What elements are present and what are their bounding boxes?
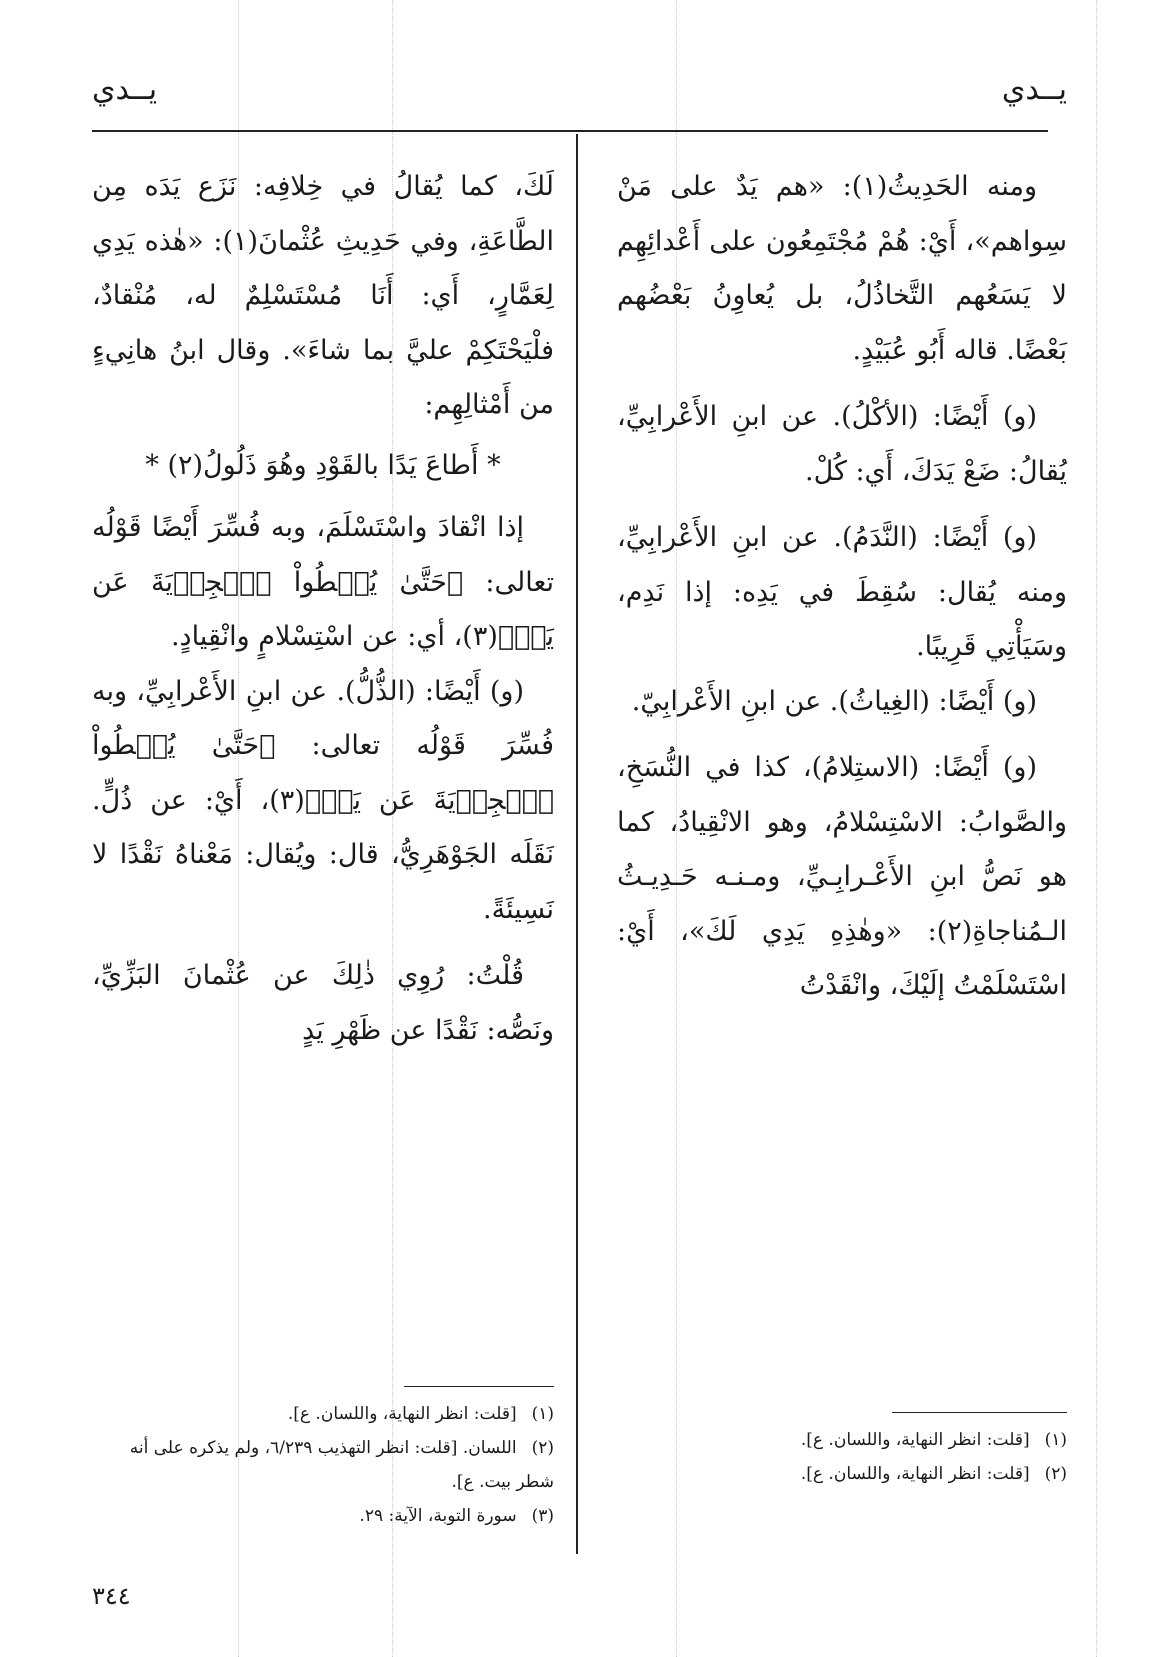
footnotes-left: [92, 1386, 554, 1533]
footnote-number: (٣): [531, 1506, 554, 1526]
footnote-text: [قلت: انظر النهاية، واللسان. ع].: [287, 1404, 517, 1424]
right-column: [617, 160, 1067, 1014]
footnote-text: اللسان. [قلت: انظر التهذيب ٦/٢٣٩، ولم يذكره على أنه شطر بيت. ع].: [129, 1438, 554, 1492]
footnote-number: (١): [1044, 1430, 1067, 1450]
running-head-right: يــدي: [1001, 72, 1067, 107]
paragraph: قُلْتُ: رُوِي ذٰلِكَ عن عُثْمانَ البَزِّيِّ، ونَصُّه: نَقْدًا عن ظَهْرِ يَدٍ: [92, 960, 554, 1046]
footnotes-right: [617, 1412, 1067, 1491]
paragraph: لَكَ، كما يُقالُ في خِلافِه: نَزَع يَدَه مِن الطَّاعَةِ، وفي حَدِيثِ عُثْمانَ(١): «هٰذه يَدِي لِعَمَّارٍ، أَي: أَنَا مُسْتَسْلِمٌ له، مُنْقادٌ، فلْيَحْتَكِمْ عليَّ بما شاءَ». وقال ابنُ هانِيءٍ من أَمْثالِهِم:: [92, 171, 554, 420]
paragraph: (و) أَيْضًا: (الذُّلُّ). عن ابنِ الأَعْرابِيِّ، وبه فُسِّرَ قَوْلُه تعالى: ﴿حَتَّىٰ يُعۡطُواْ ٱلۡجِزۡيَةَ عَن يَدٖ﴾(٣)، أَيْ: عن ذُلٍّ. نَقَلَه الجَوْهَرِيُّ، قال: ويُقال: مَعْناهُ نَقْدًا لا نَسِيئَةً.: [92, 675, 554, 925]
verse-line: * أَطاعَ يَدًا بالقَوْدِ وهُوَ ذَلُولُ(٢) *: [145, 449, 501, 481]
running-head-left: يــدي: [92, 72, 158, 107]
footnote: [92, 1431, 554, 1499]
footnote-rule: [892, 1412, 1067, 1413]
paragraph: (و) أَيْضًا: (الأكْلُ). عن ابنِ الأَعْرابِيِّ، يُقالُ: ضَعْ يَدَكَ، أَي: كُلْ.: [617, 401, 1067, 487]
scan-artifact-line: [1096, 0, 1097, 1657]
footnote: [92, 1397, 554, 1431]
footnote-text: [قلت: انظر النهاية، واللسان. ع].: [800, 1430, 1030, 1450]
paragraph: ومنه الحَدِيثُ(١): «هم يَدٌ على مَنْ سِواهم»، أَيْ: هُمْ مُجْتَمِعُون على أَعْدائِهِم لا يَسَعُهم التَّخاذُلُ، بل يُعاوِنُ بَعْضُهم بَعْضًا. قاله أَبُو عُبَيْدٍ.: [617, 171, 1067, 366]
footnote-number: (٢): [1044, 1464, 1067, 1484]
paragraph: (و) أَيْضًا: (الغِياثُ). عن ابنِ الأَعْرابِيّ.: [631, 685, 1037, 717]
page-number: ٣٤٤: [92, 1582, 131, 1610]
footnote: [92, 1499, 554, 1533]
footnote: [617, 1423, 1067, 1457]
footnote: [617, 1457, 1067, 1491]
paragraph: (و) أَيْضًا: (النَّدَمُ). عن ابنِ الأَعْرابِيِّ، ومنه يُقال: سُقِطَ في يَدِه: إذا نَدِم، وسَيَأْتِي قَرِيبًا.: [617, 522, 1067, 662]
column-divider: [576, 134, 578, 1554]
footnote-number: (١): [531, 1404, 554, 1424]
footnote-number: (٢): [531, 1438, 554, 1458]
paragraph: إذا انْقادَ واسْتَسْلَمَ، وبه فُسِّرَ أَيْضًا قَوْلُه تعالى: ﴿حَتَّىٰ يُعۡطُواْ ٱلۡجِزۡيَةَ عَن يَدٖ﴾(٣)، أي: عن اسْتِسْلامٍ وانْقِيادٍ.: [92, 512, 554, 652]
footnote-text: سورة التوبة، الآية: ٢٩.: [359, 1506, 517, 1526]
paragraph: (و) أَيْضًا: (الاستِلامُ)، كذا في النُّسَخِ، والصَّوابُ: الاسْتِسْلامُ، وهو الانْقِيادُ، كما هو نَصُّ ابنِ الأَعْـرابِـيِّ، ومـنـه حَـدِيـثُ الـمُناجاةِ(٢): «وهٰذِهِ يَدِي لَكَ»، أَيْ: اسْتَسْلَمْتُ إلَيْكَ، وانْقَدْتُ: [617, 752, 1067, 1001]
left-column: [92, 160, 554, 1058]
footnote-rule: [404, 1386, 554, 1387]
footnote-text: [قلت: انظر النهاية، واللسان. ع].: [800, 1464, 1030, 1484]
header-rule: [92, 130, 1048, 132]
